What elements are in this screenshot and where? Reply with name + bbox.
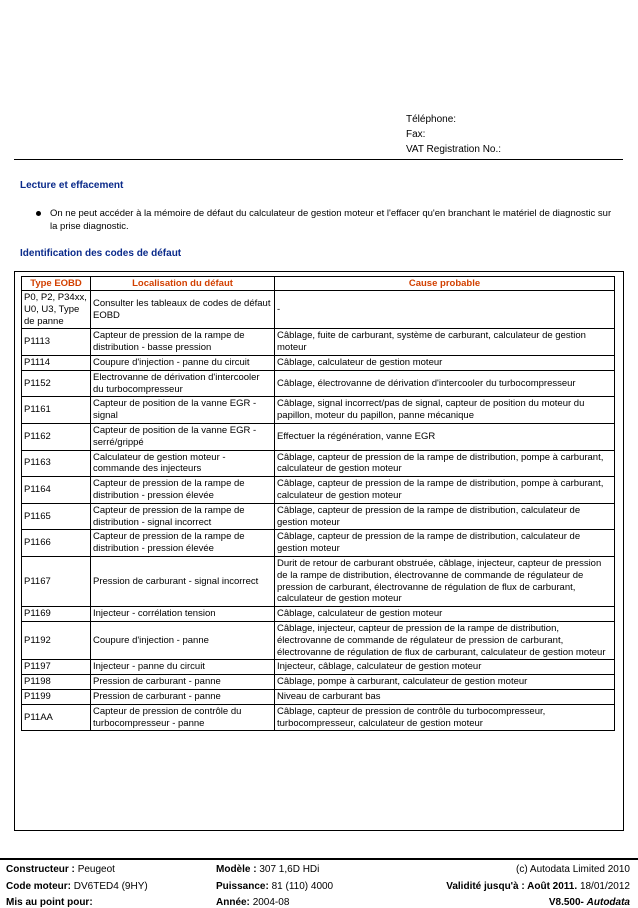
cell-location: Pression de carburant - panne [91, 675, 275, 690]
footer-engine [6, 881, 148, 892]
version-label: V8.500- [548, 897, 584, 908]
cell-code: P1113 [22, 329, 91, 356]
reading-section-title: Lecture et effacement [20, 180, 124, 191]
cell-cause: Câblage, capteur de pression de la rampe de distribution, calculateur de gestion moteur [275, 503, 615, 530]
cell-location: Consulter les tableaux de codes de défaut EOBD [91, 291, 275, 329]
table-row [22, 689, 615, 704]
vat-label: VAT Registration No.: [406, 144, 502, 155]
cell-location: Coupure d'injection - panne [91, 621, 275, 659]
cell-cause: Durit de retour de carburant obstruée, câblage, injecteur, capteur de pression de la rampe de distribution, électrovanne de commande de régulateur de pression de carburant, électrovanne de régulation de flux de carburant, calculateur de gestion moteur [275, 556, 615, 606]
table-body [22, 291, 615, 731]
autodata-logo: Autodata [586, 897, 630, 908]
cell-location: Capteur de pression de la rampe de distribution - pression élevée [91, 477, 275, 504]
cell-location: Injecteur - panne du circuit [91, 660, 275, 675]
fault-codes-frame [14, 271, 624, 831]
fault-codes-table [21, 276, 615, 731]
table-row [22, 370, 615, 397]
cell-code: P1114 [22, 355, 91, 370]
cell-code: P1163 [22, 450, 91, 477]
cell-code: P1161 [22, 397, 91, 424]
contact-block [406, 112, 501, 157]
cell-code: P1192 [22, 621, 91, 659]
cell-cause: Effectuer la régénération, vanne EGR [275, 423, 615, 450]
reading-bullet [36, 207, 616, 233]
table-row [22, 660, 615, 675]
table-row [22, 675, 615, 690]
power-label: Puissance: [216, 881, 269, 892]
bullet-icon [36, 211, 41, 216]
cell-cause: Câblage, capteur de pression de la rampe de distribution, calculateur de gestion moteur [275, 530, 615, 557]
maker-value: Peugeot [77, 864, 115, 875]
table-row [22, 556, 615, 606]
footer-maker [6, 864, 115, 875]
cell-cause: Câblage, pompe à carburant, calculateur de gestion moteur [275, 675, 615, 690]
cell-cause: Câblage, électrovanne de dérivation d'intercooler du turbocompresseur [275, 370, 615, 397]
cell-code: P1169 [22, 607, 91, 622]
validity-label: Validité jusqu'à : Août 2011. [446, 881, 578, 892]
cell-code: P11AA [22, 704, 91, 731]
cell-code: P1152 [22, 370, 91, 397]
cell-cause: - [275, 291, 615, 329]
cell-code: P1198 [22, 675, 91, 690]
cell-code: P1199 [22, 689, 91, 704]
table-row [22, 621, 615, 659]
cell-location: Capteur de pression de la rampe de distribution - basse pression [91, 329, 275, 356]
cell-location: Coupure d'injection - panne du circuit [91, 355, 275, 370]
model-value: 307 1,6D HDi [259, 864, 320, 875]
table-row [22, 530, 615, 557]
year-value: 2004-08 [252, 897, 290, 908]
maker-label: Constructeur : [6, 864, 75, 875]
fax-label: Fax: [406, 129, 426, 140]
cell-location: Capteur de pression de la rampe de distribution - signal incorrect [91, 503, 275, 530]
cell-code: P0, P2, P34xx, U0, U3, Type de panne [22, 291, 91, 329]
table-row [22, 704, 615, 731]
table-row [22, 329, 615, 356]
cell-location: Pression de carburant - signal incorrect [91, 556, 275, 606]
cell-location: Pression de carburant - panne [91, 689, 275, 704]
year-label: Année: [216, 897, 250, 908]
cell-location: Capteur de position de la vanne EGR - signal [91, 397, 275, 424]
phone-label: Téléphone: [406, 114, 457, 125]
cell-cause: Câblage, capteur de pression de contrôle du turbocompresseur, turbocompresseur, calculateur de gestion moteur [275, 704, 615, 731]
cell-location: Capteur de pression de la rampe de distribution - pression élevée [91, 530, 275, 557]
header-divider [14, 159, 623, 160]
power-value: 81 (110) 4000 [271, 881, 334, 892]
footer-validity [446, 881, 630, 892]
cell-location: Capteur de position de la vanne EGR - serré/grippé [91, 423, 275, 450]
cell-code: P1197 [22, 660, 91, 675]
cell-cause: Câblage, signal incorrect/pas de signal, capteur de position du moteur du papillon, moteur du papillon, panne mécanique [275, 397, 615, 424]
cell-cause: Niveau de carburant bas [275, 689, 615, 704]
cell-cause: Câblage, injecteur, capteur de pression de la rampe de distribution, électrovanne de commande de régulateur de pression de carburant, électrovanne de régulation de flux de carburant, calculateur de gestion moteur [275, 621, 615, 659]
model-label: Modèle : [216, 864, 257, 875]
table-row [22, 607, 615, 622]
table-row [22, 355, 615, 370]
table-header-row [22, 277, 615, 291]
cell-code: P1162 [22, 423, 91, 450]
cell-code: P1165 [22, 503, 91, 530]
header-cause: Cause probable [275, 277, 615, 291]
table-row [22, 397, 615, 424]
engine-label: Code moteur: [6, 881, 71, 892]
footer-power [216, 881, 333, 892]
reading-bullet-text: On ne peut accéder à la mémoire de défaut du calculateur de gestion moteur et l'effacer qu'en branchant le matériel de diagnostic sur la prise diagnostic. [50, 208, 612, 232]
cell-code: P1166 [22, 530, 91, 557]
footer [0, 858, 638, 908]
cell-cause: Injecteur, câblage, calculateur de gestion moteur [275, 660, 615, 675]
cell-cause: Câblage, calculateur de gestion moteur [275, 355, 615, 370]
header-location: Localisation du défaut [91, 277, 275, 291]
engine-value: DV6TED4 (9HY) [73, 881, 148, 892]
table-row [22, 423, 615, 450]
cell-cause: Câblage, fuite de carburant, système de carburant, calculateur de gestion moteur [275, 329, 615, 356]
cell-cause: Câblage, calculateur de gestion moteur [275, 607, 615, 622]
footer-model [216, 864, 319, 875]
cell-cause: Câblage, capteur de pression de la rampe de distribution, pompe à carburant, calculateur de gestion moteur [275, 477, 615, 504]
table-row [22, 503, 615, 530]
cell-location: Calculateur de gestion moteur - commande des injecteurs [91, 450, 275, 477]
footer-copyright: (c) Autodata Limited 2010 [516, 864, 630, 875]
cell-location: Capteur de pression de contrôle du turbocompresseur - panne [91, 704, 275, 731]
codes-section-title: Identification des codes de défaut [20, 248, 182, 259]
cell-code: P1164 [22, 477, 91, 504]
cell-location: Injecteur - corrélation tension [91, 607, 275, 622]
header-type-eobd: Type EOBD [22, 277, 91, 291]
validity-date: 18/01/2012 [579, 881, 630, 892]
cell-location: Electrovanne de dérivation d'intercooler du turbocompresseur [91, 370, 275, 397]
cell-code: P1167 [22, 556, 91, 606]
table-row [22, 477, 615, 504]
cell-cause: Câblage, capteur de pression de la rampe de distribution, pompe à carburant, calculateur de gestion moteur [275, 450, 615, 477]
table-row [22, 450, 615, 477]
table-row [22, 291, 615, 329]
tuning-label: Mis au point pour: [6, 897, 93, 908]
